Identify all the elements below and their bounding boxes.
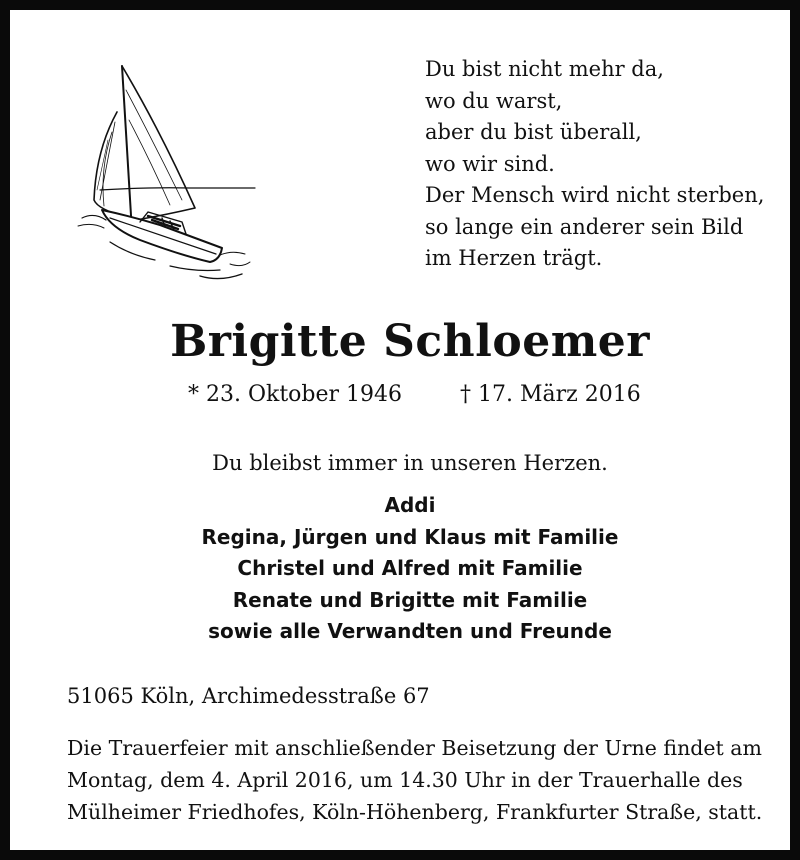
deceased-name: Brigitte Schloemer [170, 316, 650, 367]
mourners-list [10, 490, 800, 648]
death-date: † 17. März 2016 [460, 382, 641, 407]
poem-line: aber du bist überall, [425, 120, 642, 144]
poem [425, 54, 785, 275]
address: 51065 Köln, Archimedesstraße 67 [67, 684, 430, 708]
service-notice [67, 732, 767, 828]
poem-line: Du bist nicht mehr da, [425, 57, 664, 81]
service-line: Montag, dem 4. April 2016, um 14.30 Uhr in der Trauerhalle des [67, 768, 743, 792]
motto: Du bleibst immer in unseren Herzen. [212, 451, 608, 475]
mourner-line: Renate und Brigitte mit Familie [232, 587, 588, 612]
mourner-line: Christel und Alfred mit Familie [237, 556, 583, 580]
mourner-line: sowie alle Verwandten und Freunde [208, 619, 612, 643]
service-line: Mülheimer Friedhofes, Köln-Höhenberg, Frankfurter Straße, statt. [67, 800, 763, 824]
poem-line: Der Mensch wird nicht sterben, [425, 183, 765, 207]
poem-line: im Herzen trägt. [425, 246, 603, 270]
poem-line: wo du warst, [425, 88, 563, 113]
sailboat-illustration [70, 50, 260, 290]
poem-line: wo wir sind. [425, 151, 555, 176]
poem-line: so lange ein anderer sein Bild [425, 214, 744, 239]
service-line: Die Trauerfeier mit anschließender Beisetzung der Urne findet am [67, 736, 762, 760]
mourner-line: Regina, Jürgen und Klaus mit Familie [201, 524, 619, 549]
birth-date: * 23. Oktober 1946 [188, 382, 403, 407]
mourner-line: Addi [384, 493, 436, 517]
